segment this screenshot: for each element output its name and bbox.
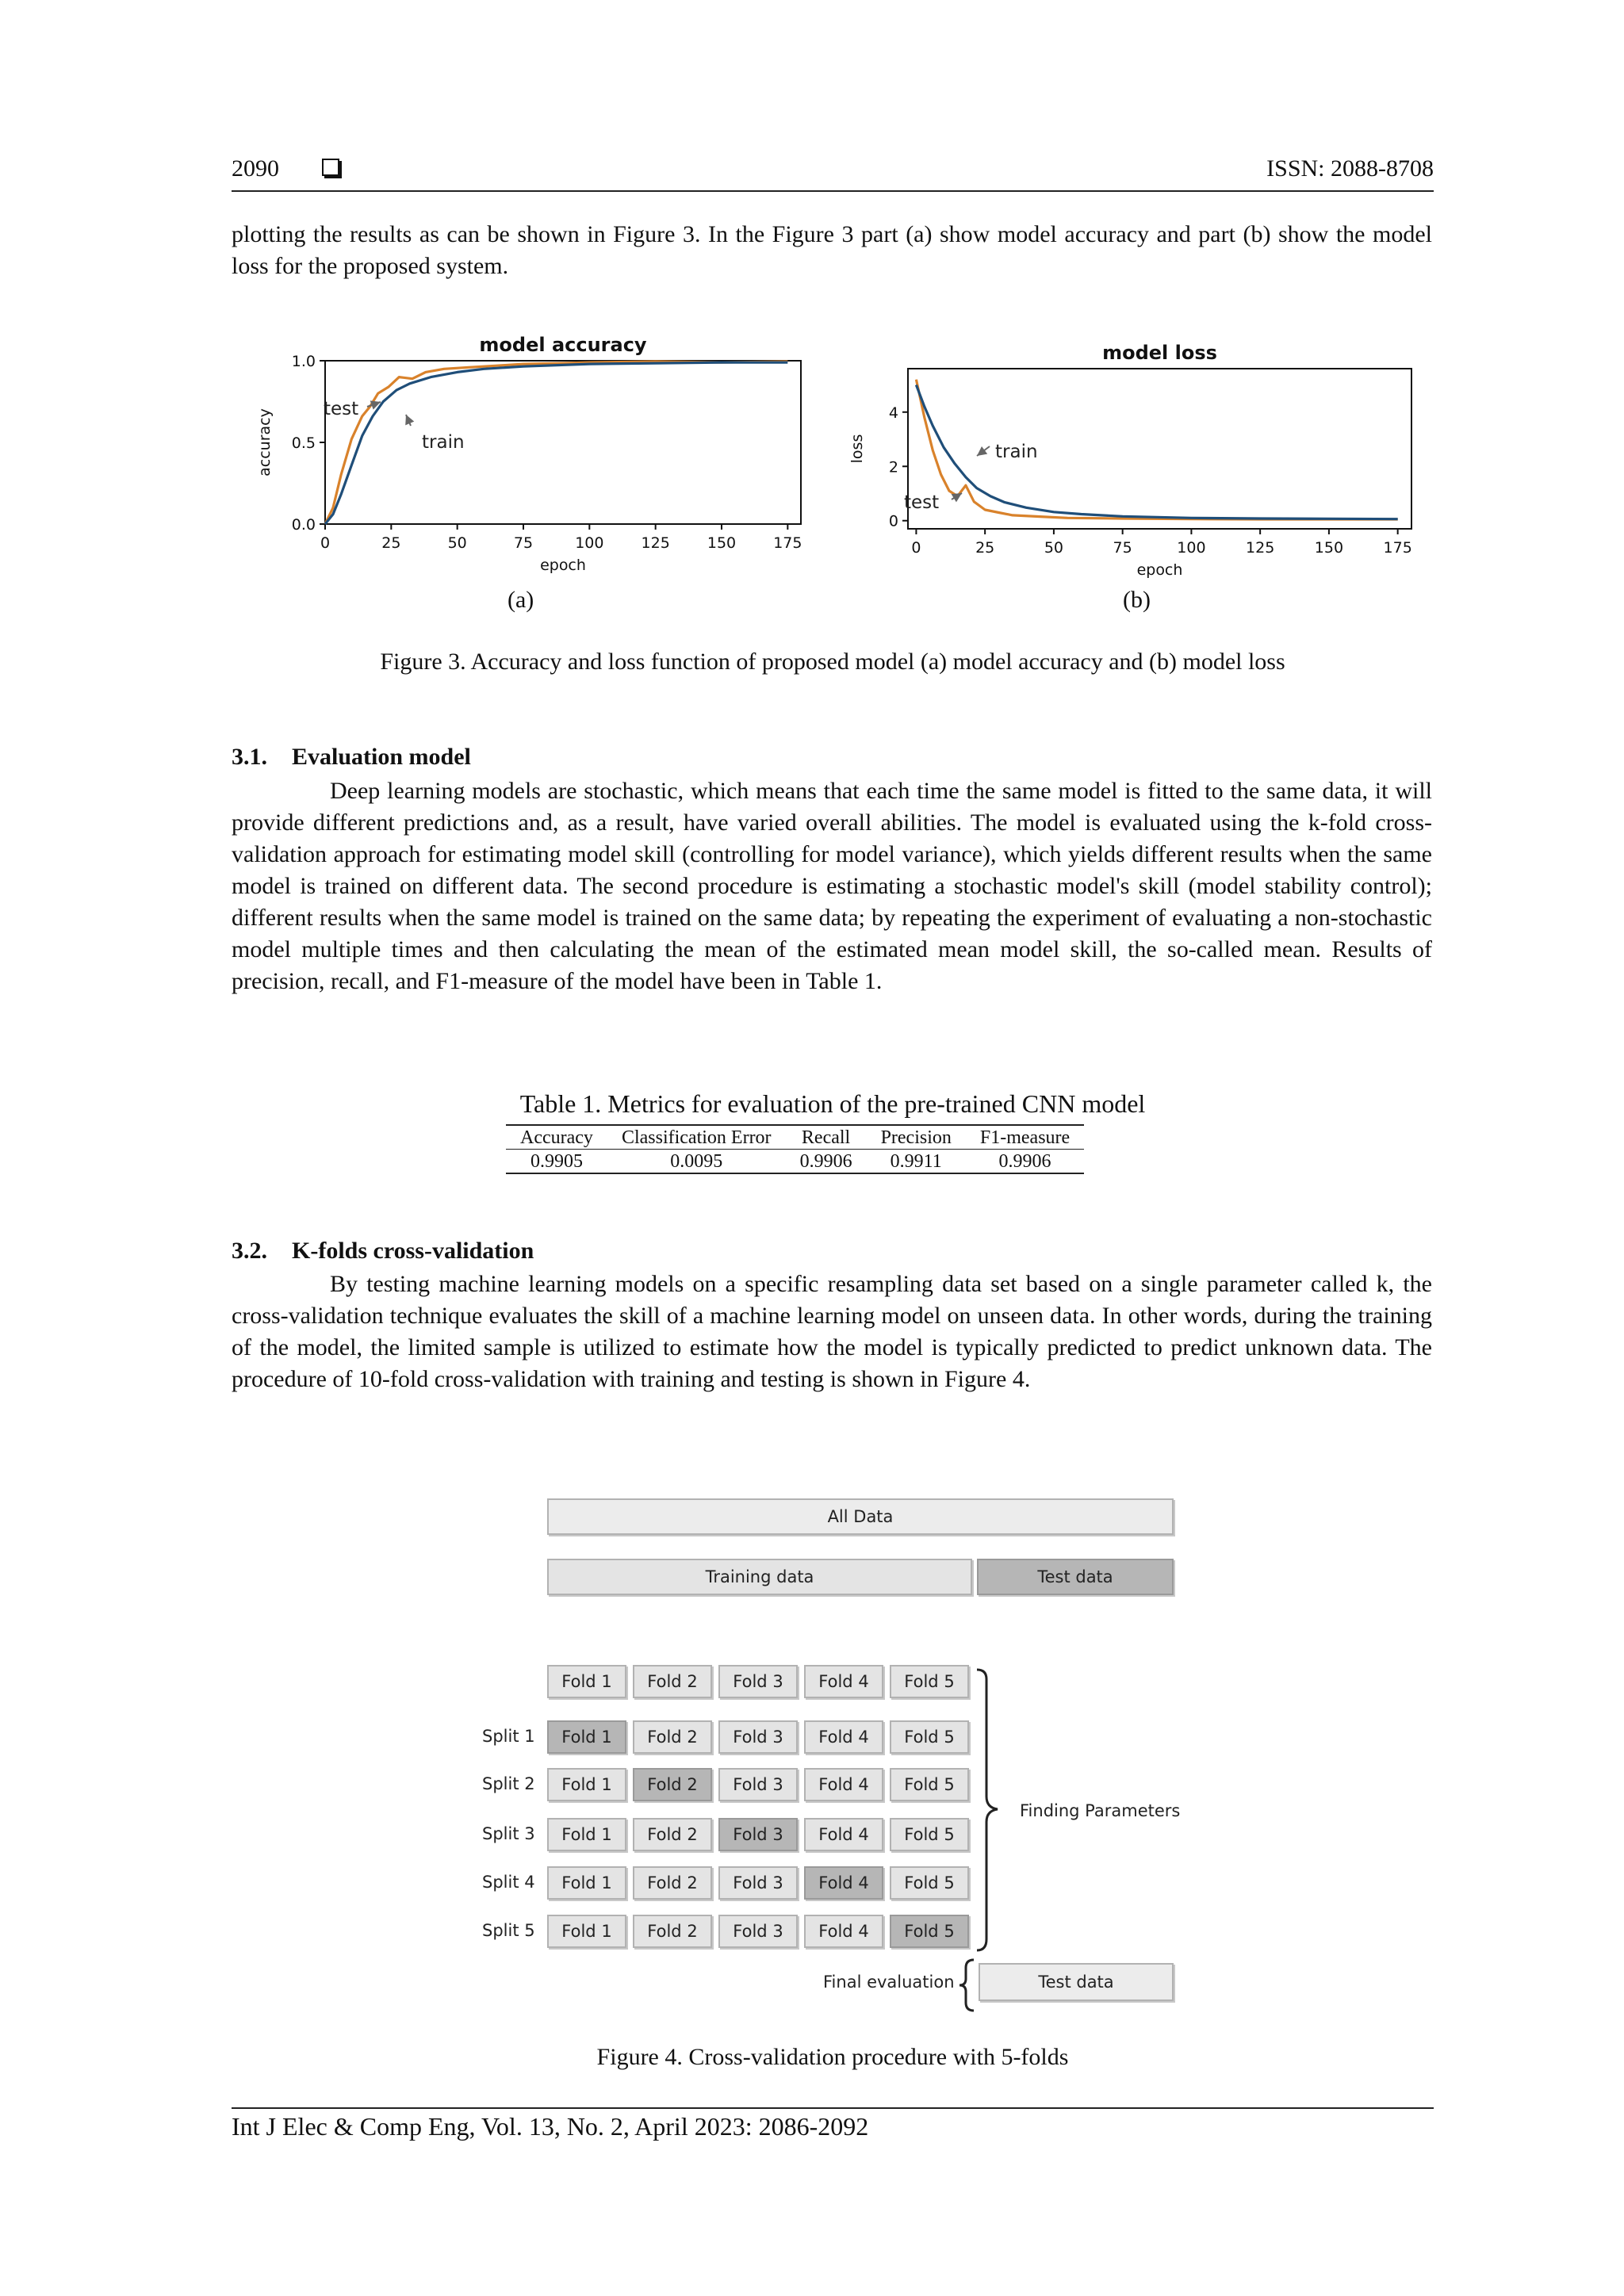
series-line-test [916, 380, 1397, 519]
x-tick-label: 125 [641, 534, 670, 552]
annotation-label: test [324, 399, 359, 419]
y-tick-label: 2 [888, 458, 898, 476]
x-tick-label: 50 [1044, 539, 1064, 557]
figure3-caption: Figure 3. Accuracy and loss function of proposed model (a) model accuracy and (b) model loss [380, 649, 1285, 675]
loss-chart-svg [848, 337, 1427, 583]
panel-a-label: (a) [508, 587, 534, 613]
x-tick-label: 75 [1113, 539, 1132, 557]
split2-fold1: Fold 1 [547, 1768, 626, 1801]
section-title: K-folds cross-validation [292, 1238, 534, 1264]
metrics-table [506, 1124, 1084, 1174]
all-data-box: All Data [547, 1498, 1174, 1535]
fold-header-4: Fold 4 [804, 1665, 883, 1698]
header-rule [232, 190, 1434, 192]
split2-fold3: Fold 3 [718, 1768, 798, 1801]
fold-header-5: Fold 5 [890, 1665, 969, 1698]
split-label-2: Split 2 [482, 1774, 535, 1793]
split1-fold2: Fold 2 [633, 1720, 712, 1754]
y-axis-label: accuracy [256, 408, 274, 476]
section-3-1-body: Deep learning models are stochastic, which means that each time the same model is fitted to the same data, it will provide different predictions and, as a result, have varied overall abilities. The model is evaluated using the k-fold cross-validation approach for estimating model skill (controlling for model variance), which yields different results when the same model is trained on different data. The second procedure is estimating a stochastic model's skill (model stability control); different results when the same model is trained on the same data; by repeating the experiment of evaluating a non-stochastic model multiple times and then calculating the mean of the estimated mean model skill, the so-called mean. Results of precision, recall, and F1-measure of the model have been in Table 1. [232, 778, 1432, 994]
split4-fold4: Fold 4 [804, 1866, 883, 1900]
hollow-square-icon [322, 159, 339, 176]
finding-parameters-label: Finding Parameters [1020, 1801, 1181, 1820]
table1-caption: Table 1. Metrics for evaluation of the pre-trained CNN model [519, 1089, 1146, 1118]
x-tick-label: 150 [1314, 539, 1344, 557]
y-tick-label: 0.5 [291, 434, 316, 452]
table-cell: 0.9906 [966, 1150, 1084, 1174]
section-3-1-heading [232, 744, 471, 771]
fold-header-2: Fold 2 [633, 1665, 712, 1698]
annotation-label: train [422, 432, 465, 453]
split1-fold5: Fold 5 [890, 1720, 969, 1754]
x-tick-label: 100 [1177, 539, 1206, 557]
y-tick-label: 0 [888, 512, 898, 530]
table-header-cell: Accuracy [506, 1125, 607, 1150]
plot-frame [908, 369, 1411, 529]
x-tick-label: 0 [320, 534, 331, 552]
section-number: 3.2. [232, 1238, 267, 1264]
x-tick-label: 75 [513, 534, 534, 552]
split5-fold3: Fold 3 [718, 1915, 798, 1948]
split5-fold1: Fold 1 [547, 1915, 626, 1948]
loss-chart [848, 337, 1427, 583]
split3-fold3: Fold 3 [718, 1818, 798, 1851]
split4-fold3: Fold 3 [718, 1866, 798, 1900]
intro-paragraph: plotting the results as can be shown in Figure 3. In the Figure 3 part (a) show model accuracy and part (b) show the model loss for the proposed system. [232, 221, 1432, 279]
split-label-1: Split 1 [482, 1727, 535, 1746]
x-tick-label: 0 [911, 539, 921, 557]
table-cell: 0.0095 [607, 1150, 786, 1174]
test-data-box: Test data [977, 1559, 1174, 1595]
table-cell: 0.9911 [867, 1150, 966, 1174]
y-axis-label: loss [848, 434, 866, 464]
training-data-box: Training data [547, 1559, 972, 1595]
split3-fold4: Fold 4 [804, 1818, 883, 1851]
table-header-cell: Classification Error [607, 1125, 786, 1150]
x-tick-label: 25 [381, 534, 401, 552]
table-cell: 0.9905 [506, 1150, 607, 1174]
series-line-test [325, 362, 787, 524]
split3-fold1: Fold 1 [547, 1818, 626, 1851]
split4-fold5: Fold 5 [890, 1866, 969, 1900]
accuracy-chart-svg [238, 334, 809, 583]
section-3-2-body: By testing machine learning models on a specific resampling data set based on a single parameter called k, the cross-validation technique evaluates the skill of a machine learning model on unseen data. In other words, during the training of the model, the limited sample is utilized to estimate how the model is typically predicted to predict unknown data. The procedure of 10-fold cross-validation with training and testing is shown in Figure 4. [232, 1271, 1432, 1392]
split1-fold1: Fold 1 [547, 1720, 626, 1754]
figure4-caption: Figure 4. Cross-validation procedure with 5-folds [596, 2044, 1069, 2070]
split4-fold1: Fold 1 [547, 1866, 626, 1900]
section-number: 3.1. [232, 744, 267, 770]
annotation-label: test [904, 492, 940, 513]
journal-issn: ISSN: 2088-8708 [1266, 155, 1434, 182]
footer-citation: Int J Elec & Comp Eng, Vol. 13, No. 2, April 2023: 2086-2092 [232, 2112, 869, 2141]
split2-fold5: Fold 5 [890, 1768, 969, 1801]
y-tick-label: 0.0 [291, 516, 316, 534]
section-title: Evaluation model [292, 744, 471, 770]
series-line-train [325, 362, 787, 524]
split3-fold2: Fold 2 [633, 1818, 712, 1851]
series-line-train [916, 385, 1397, 519]
x-tick-label: 175 [1383, 539, 1412, 557]
annotation-label: train [995, 442, 1038, 462]
footer-rule [232, 2107, 1434, 2109]
x-tick-label: 125 [1246, 539, 1275, 557]
x-tick-label: 175 [773, 534, 802, 552]
split1-fold4: Fold 4 [804, 1720, 883, 1754]
annotation-arrowhead [952, 493, 962, 502]
accuracy-chart [238, 334, 809, 583]
chart-title: model accuracy [479, 334, 647, 356]
right-brace-icon [974, 1668, 1005, 1954]
y-tick-label: 1.0 [291, 353, 316, 370]
split5-fold5: Fold 5 [890, 1915, 969, 1948]
split5-fold2: Fold 2 [633, 1915, 712, 1948]
x-tick-label: 50 [447, 534, 467, 552]
split-label-5: Split 5 [482, 1921, 535, 1940]
left-brace-icon [958, 1958, 977, 2012]
table-cell: 0.9906 [786, 1150, 867, 1174]
table-header-row [506, 1125, 1084, 1150]
chart-title: model loss [1102, 342, 1217, 364]
plot-frame [325, 361, 801, 524]
fold-header-1: Fold 1 [547, 1665, 626, 1698]
panel-b-label: (b) [1123, 587, 1151, 613]
table-header-cell: F1-measure [966, 1125, 1084, 1150]
x-tick-label: 100 [575, 534, 604, 552]
split2-fold2: Fold 2 [633, 1768, 712, 1801]
final-test-data-box: Test data [979, 1963, 1174, 2001]
split1-fold3: Fold 3 [718, 1720, 798, 1754]
table-header-cell: Recall [786, 1125, 867, 1150]
x-tick-label: 25 [975, 539, 995, 557]
x-tick-label: 150 [707, 534, 737, 552]
split5-fold4: Fold 4 [804, 1915, 883, 1948]
split-label-4: Split 4 [482, 1873, 535, 1892]
x-axis-label: epoch [1136, 561, 1183, 579]
final-evaluation-label: Final evaluation [823, 1973, 955, 1992]
x-axis-label: epoch [540, 557, 586, 574]
section-3-2-heading [232, 1238, 534, 1265]
split-label-3: Split 3 [482, 1824, 535, 1843]
page-number: 2090 [232, 155, 279, 182]
split4-fold2: Fold 2 [633, 1866, 712, 1900]
split2-fold4: Fold 4 [804, 1768, 883, 1801]
table-row [506, 1150, 1084, 1174]
fold-header-3: Fold 3 [718, 1665, 798, 1698]
split3-fold5: Fold 5 [890, 1818, 969, 1851]
cross-validation-diagram [444, 1481, 1197, 2020]
table-header-cell: Precision [867, 1125, 966, 1150]
annotation-arrowhead [977, 446, 987, 456]
y-tick-label: 4 [888, 404, 898, 422]
